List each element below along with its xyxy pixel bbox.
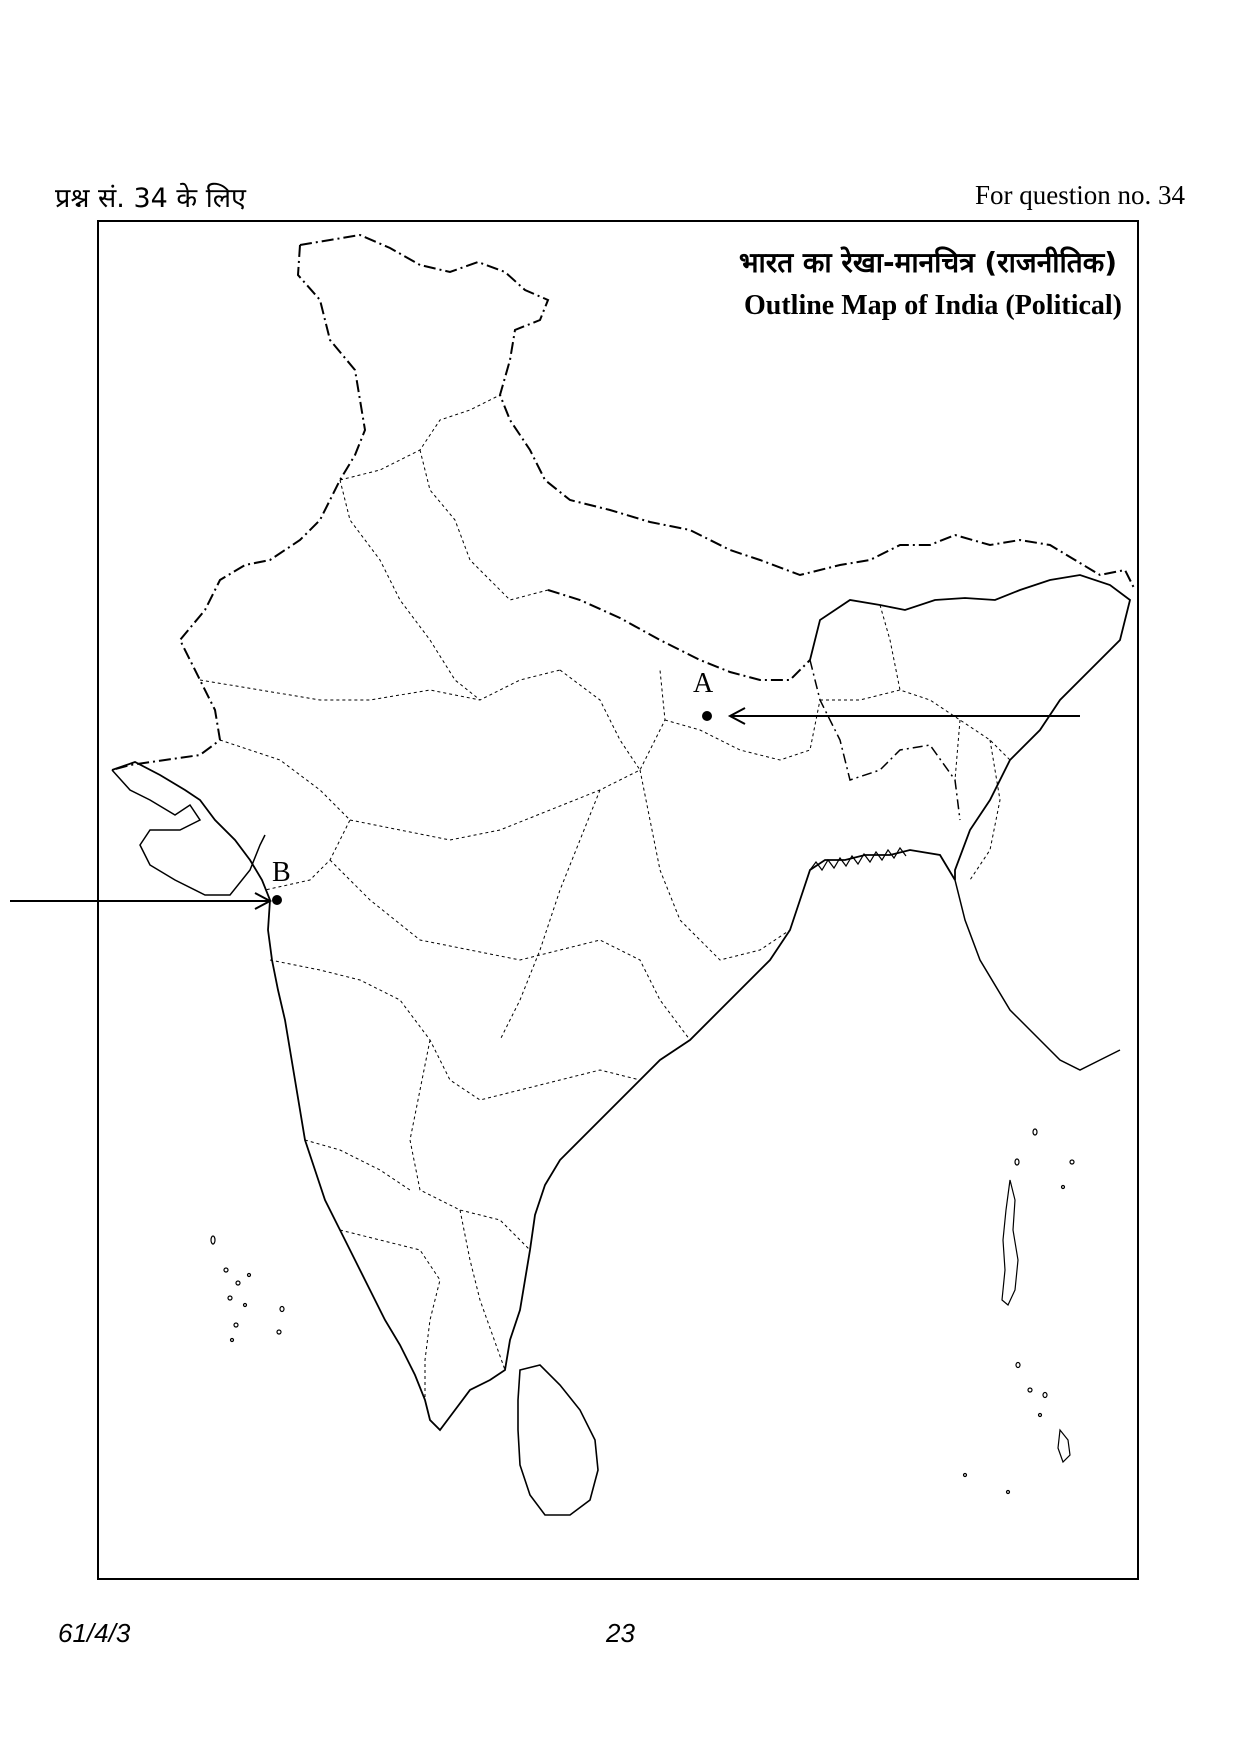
- map-title-hindi: भारत का रेखा-मानचित्र (राजनीतिक): [738, 246, 1117, 279]
- marker-b-dot: [272, 895, 282, 905]
- marker-label-a: A: [693, 668, 714, 699]
- nepal-border: [548, 590, 810, 680]
- marker-label-b: B: [272, 857, 291, 888]
- andaman-nicobar-islands: [964, 1129, 1075, 1494]
- lakshadweep-islands: [211, 1236, 284, 1342]
- paper-code: 61/4/3: [58, 1618, 131, 1648]
- hindi-question-reference: प्रश्न सं. 34 के लिए: [55, 183, 246, 214]
- bangladesh-border: [810, 660, 960, 820]
- state-boundaries: [200, 395, 1010, 1400]
- sri-lanka: [518, 1365, 598, 1515]
- international-boundary: [300, 235, 1135, 590]
- english-question-reference: For question no. 34: [974, 180, 1185, 210]
- northeast-outline: [810, 575, 1130, 880]
- sunderbans-coast: [810, 848, 906, 870]
- marker-a-dot: [702, 711, 712, 721]
- western-boundary: [112, 245, 365, 770]
- eastern-coast-northeast: [955, 880, 1120, 1070]
- page-number: 23: [606, 1618, 635, 1648]
- map-title-english: Outline Map of India (Political): [744, 290, 1122, 321]
- coastline: [112, 762, 955, 1430]
- gujarat-coast: [112, 770, 265, 895]
